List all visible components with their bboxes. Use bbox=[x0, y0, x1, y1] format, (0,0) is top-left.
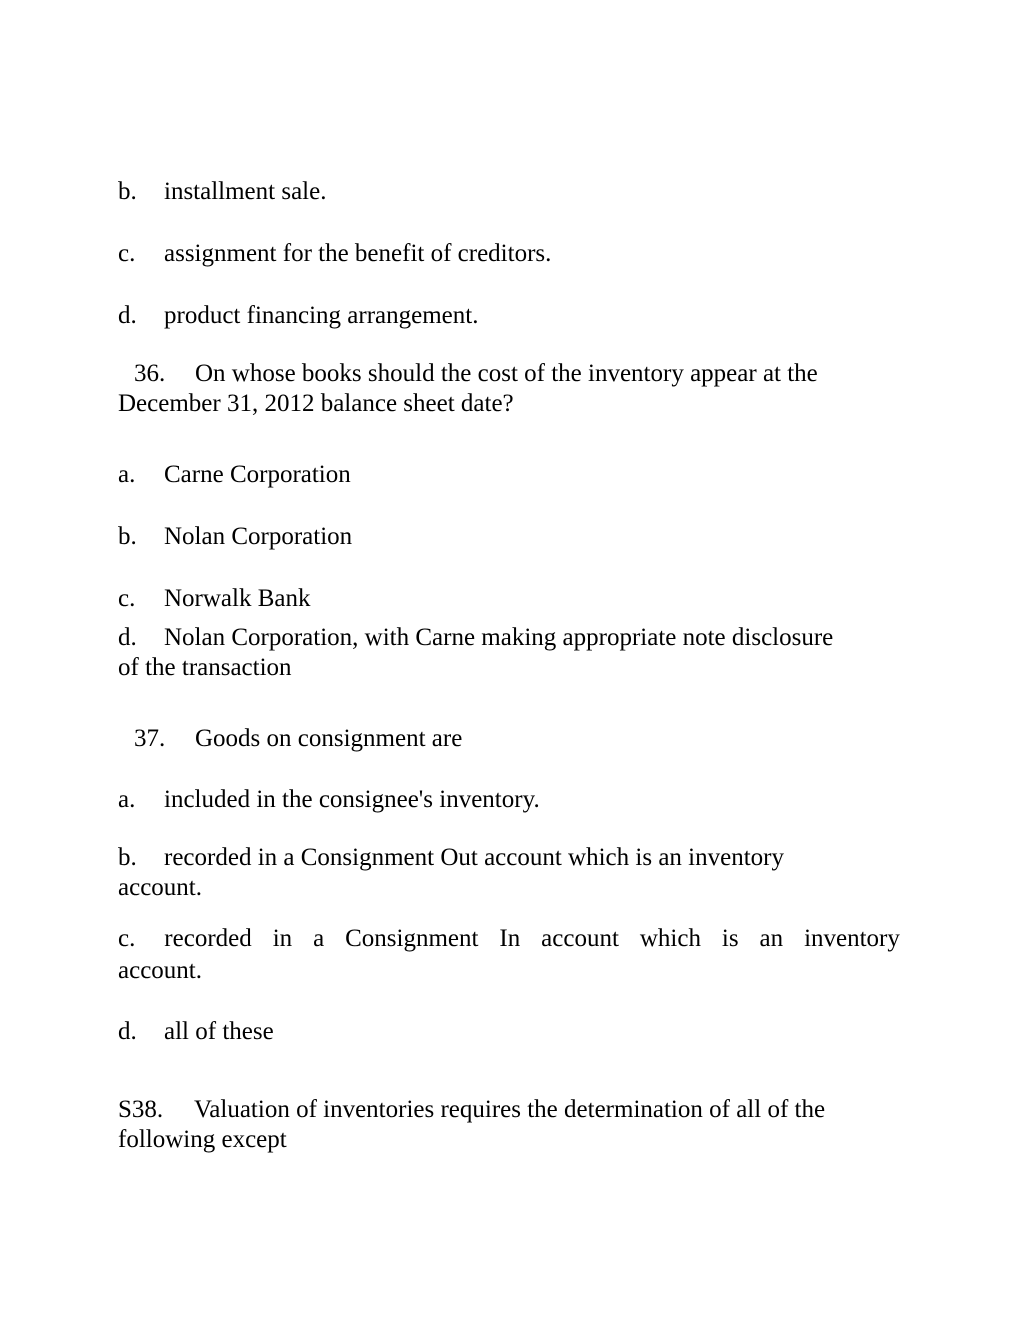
option-text: Carne Corporation bbox=[164, 461, 351, 488]
option-letter: c. bbox=[118, 925, 136, 952]
option-text: Norwalk Bank bbox=[164, 585, 311, 612]
option-text: Nolan Corporation bbox=[164, 523, 353, 550]
q36-question bbox=[118, 359, 904, 389]
q37-option-b-cont bbox=[118, 873, 904, 903]
q37-option-d bbox=[118, 1017, 904, 1047]
question-number: 36. bbox=[134, 360, 166, 387]
question-text: Goods on consignment are bbox=[195, 725, 463, 752]
q36-option-b bbox=[118, 522, 904, 552]
question-number: 37. bbox=[134, 725, 166, 752]
option-word: Consignment bbox=[345, 925, 479, 952]
option-text: Nolan Corporation, with Carne making appropriate note disclosure bbox=[164, 624, 834, 651]
option-word: in bbox=[272, 925, 293, 952]
question-text: December 31, 2012 balance sheet date? bbox=[118, 390, 514, 417]
q37-option-a bbox=[118, 785, 904, 815]
q38-question-cont bbox=[118, 1125, 904, 1155]
q36-question-cont bbox=[118, 389, 904, 419]
option-word: which bbox=[639, 925, 701, 952]
option-text: recorded in a Consignment Out account which is an inventory bbox=[164, 844, 784, 871]
option-text: installment sale. bbox=[164, 178, 327, 205]
q35-option-b bbox=[118, 177, 904, 207]
option-word: account bbox=[541, 925, 619, 952]
q36-option-d-cont bbox=[118, 653, 904, 683]
option-letter: b. bbox=[118, 178, 137, 205]
question-text: On whose books should the cost of the inventory appear at the bbox=[195, 360, 818, 387]
q37-option-b bbox=[118, 843, 904, 873]
option-word: is bbox=[721, 925, 739, 952]
option-text: assignment for the benefit of creditors. bbox=[164, 240, 552, 267]
option-word: a bbox=[313, 925, 325, 952]
option-letter: a. bbox=[118, 461, 136, 488]
question-text: Valuation of inventories requires the determination of all of the bbox=[194, 1096, 826, 1123]
q36-option-d bbox=[118, 623, 904, 653]
q35-option-d bbox=[118, 301, 904, 331]
option-word: recorded bbox=[164, 925, 252, 952]
option-letter: b. bbox=[118, 844, 137, 871]
option-text: account. bbox=[118, 874, 202, 901]
option-letter: b. bbox=[118, 523, 137, 550]
q38-question bbox=[118, 1095, 904, 1125]
q37-option-c-cont bbox=[118, 956, 904, 986]
option-letter: c. bbox=[118, 585, 136, 612]
q35-option-c bbox=[118, 239, 904, 269]
q36-option-c bbox=[118, 584, 904, 614]
option-text: of the transaction bbox=[118, 654, 292, 681]
option-letter: d. bbox=[118, 1018, 137, 1045]
q36-option-a bbox=[118, 460, 904, 490]
justified-line bbox=[118, 924, 900, 954]
option-text: product financing arrangement. bbox=[164, 302, 479, 329]
option-letter: d. bbox=[118, 302, 137, 329]
option-word: inventory bbox=[804, 925, 900, 952]
option-text: all of these bbox=[164, 1018, 274, 1045]
question-text: following except bbox=[118, 1126, 287, 1153]
option-word: an bbox=[759, 925, 784, 952]
option-letter: a. bbox=[118, 786, 136, 813]
question-number: S38. bbox=[118, 1096, 164, 1123]
option-letter: c. bbox=[118, 240, 136, 267]
q37-option-c bbox=[118, 924, 904, 954]
option-word: In bbox=[499, 925, 521, 952]
option-text: included in the consignee's inventory. bbox=[164, 786, 540, 813]
q37-question bbox=[118, 724, 904, 754]
option-letter: d. bbox=[118, 624, 137, 651]
option-text: account. bbox=[118, 957, 202, 984]
